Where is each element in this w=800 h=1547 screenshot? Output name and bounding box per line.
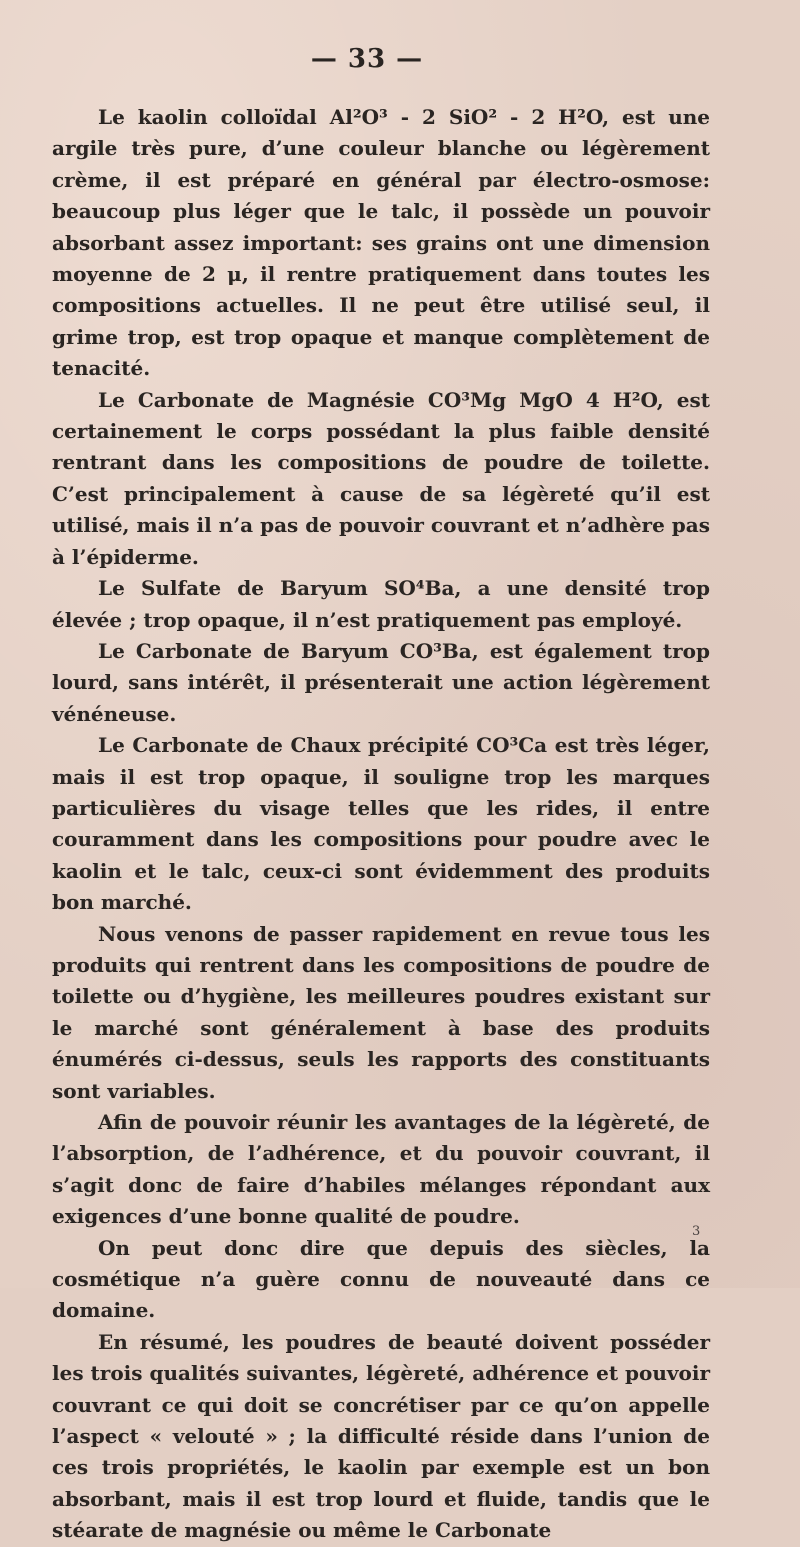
paragraph-carbonate-chaux: Le Carbonate de Chaux précipité CO³Ca est très léger, mais il est trop opaque, il souligne trop les marques particulières du visage telles que les rides, il entre couramment dans les compositions pour poudre avec le kaolin et le talc, ceux-ci sont évidemment des produits bon marché. [52,733,710,915]
paragraph-kaolin: Le kaolin colloïdal Al²O³ - 2 SiO² - 2 H²O, est une argile très pure, d’une couleur blanche ou légèrement crème, il est préparé en général par électro-osmose: beaucoup plus léger que le talc, il possède un pouvoir absorbant assez important: ses grains ont une dimension moyenne de 2 μ, il rentre pratiquement dans toutes les compositions actuelles. Il ne peut être utilisé seul, il grime trop, est trop opaque et manque complètement de tenacité. [52,105,710,381]
paragraph-sulfate-baryum: Le Sulfate de Baryum SO⁴Ba, a une densité trop élevée ; trop opaque, il n’est pratiquement pas employé. [52,576,710,632]
paragraph-revue-produits: Nous venons de passer rapidement en revue tous les produits qui rentrent dans les compositions de poudre de toilette ou d’hygiène, les meilleures poudres existant sur le marché sont généralement à base des produits énumérés ci-dessus, seuls les rapports des constituants sont variables. [52,921,710,1103]
paragraph-cosmetique: On peut donc dire que depuis des siècles, la cosmétique n’a guère connu de nouveauté dans ce domaine. [52,1235,710,1323]
signature-mark: 3 [692,1224,701,1239]
paragraph-carbonate-magnesie: Le Carbonate de Magnésie CO³Mg MgO 4 H²O, est certainement le corps possédant la plus faible densité rentrant dans les compositions de poudre de toilette. C’est principalement à cause de sa légèreté qu’il est utilisé, mais il n’a pas de pouvoir couvrant et n’adhère pas à l’épiderme. [52,387,710,569]
paragraph-carbonate-baryum: Le Carbonate de Baryum CO³Ba, est également trop lourd, sans intérêt, il présenterait une action légèrement vénéneuse. [52,638,710,726]
paragraph-resume: En résumé, les poudres de beauté doivent posséder les trois qualités suivantes, légèreté, adhérence et pouvoir couvrant ce qui doit se concrétiser par ce qu’on appelle l’aspect « velouté » ; la difficulté réside dans l’union de ces trois propriétés, le kaolin par exemple est un bon absorbant, mais il est trop lourd et fluide, tandis que le stéarate de magnésie ou même le Carbonate [52,1329,710,1543]
paragraph-melanges: Afin de pouvoir réunir les avantages de la légèreté, de l’absorption, de l’adhérence, et du pouvoir couvrant, il s’agit donc de faire d’habiles mélanges répondant aux exigences d’une bonne qualité de poudre. [52,1110,710,1229]
page-number: — 33 — [310,44,424,74]
body-text [52,102,710,1547]
